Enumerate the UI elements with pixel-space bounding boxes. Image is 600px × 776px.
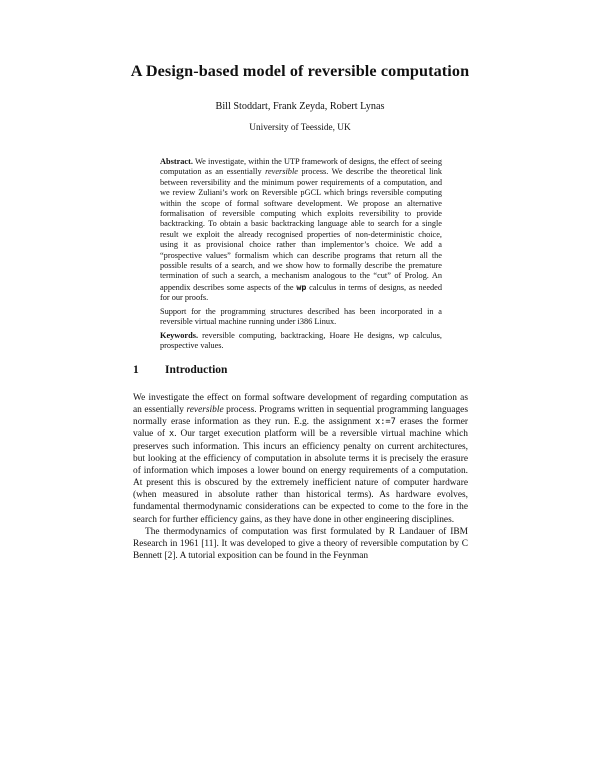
abstract-emphasis: reversible [265,167,298,177]
body-paragraph [133,392,468,526]
section-heading [133,364,227,376]
abstract-label: Abstract. [160,157,193,166]
author-list: Bill Stoddart, Frank Zeyda, Robert Lynas [215,101,385,112]
keywords-text: reversible computing, backtracking, Hoare He designs, wp calculus, prospective values. [160,330,442,350]
affiliation: University of Teesside, UK [249,123,351,133]
keywords [160,331,442,352]
section-number: 1 [133,364,139,376]
keywords-label: Keywords. [160,330,199,340]
abstract-text: process. We describe the theoretical link between reversibility and the minimum power requirements of a computation, and we review Zuliani’s work on Reversible pGCL which brings reversible computing within the scope of formal software development. We propose an alternative formalisation of reversible computing which exploits reversibility to provide backtracking. To obtain a basic backtracking language able to search for a single result we exploit the already recognised properties of non-deterministic choice, using it as provisional choice rather than implementor’s choice. We add a “prospective values” formalism which can describe programs that return all the possible results of a search, and we show how to formally describe the premature termination of such a search, a mechanism analogous to the “cut” of Prolog. An appendix describes some aspects of the [160,167,442,292]
section-title: Introduction [165,364,228,376]
body-text: . Our target execution platform will be a reversible virtual machine which preserves such information. This incurs an efficiency penalty on current architectures, but looking at the efficiency of computation in absolute terms it is precisely the erasure of information which imposes a lower bound on energy requirements of a computation. At present this is obscured by the extremely inefficient nature of computer hardware (when measured in absolute rather than historical terms). As hardware evolves, fundamental thermodynamic considerations can be expected to come to the fore in the search for further efficiency gains, as they have done in other engineering disciplines. [133,429,468,525]
body-text: We investigate the effect on formal software development of regarding computation as an essentially [133,393,468,416]
section-body [133,392,468,562]
body-code: x:=7 [375,417,396,428]
body-paragraph: The thermodynamics of computation was first formulated by R Landauer of IBM Research in 1961 [11]. It was developed to give a theory of reversible computation by C Bennett [2]. A tutorial exposition can be found in the Feynman [133,526,468,562]
abstract-text: We investigate, within the UTP framework of designs, the effect of seeing computation as an essentially [160,157,442,177]
abstract-support-note: Support for the programming structures described has been incorporated in a reversible virtual machine running under i386 Linux. [160,306,442,327]
paper-title: A Design-based model of reversible computation [130,62,470,80]
body-text: process. Programs written in sequential programming languages normally erase information as they run. E.g. the assignment [133,405,468,428]
body-emphasis: reversible [186,405,224,416]
body-text: erases the former value of [133,417,469,440]
abstract-text: calculus in terms of designs, as needed for our proofs. [160,282,443,303]
abstract [160,157,442,351]
body-code: x [169,429,175,440]
abstract-paragraph [160,157,442,304]
abstract-code: wp [296,281,307,292]
